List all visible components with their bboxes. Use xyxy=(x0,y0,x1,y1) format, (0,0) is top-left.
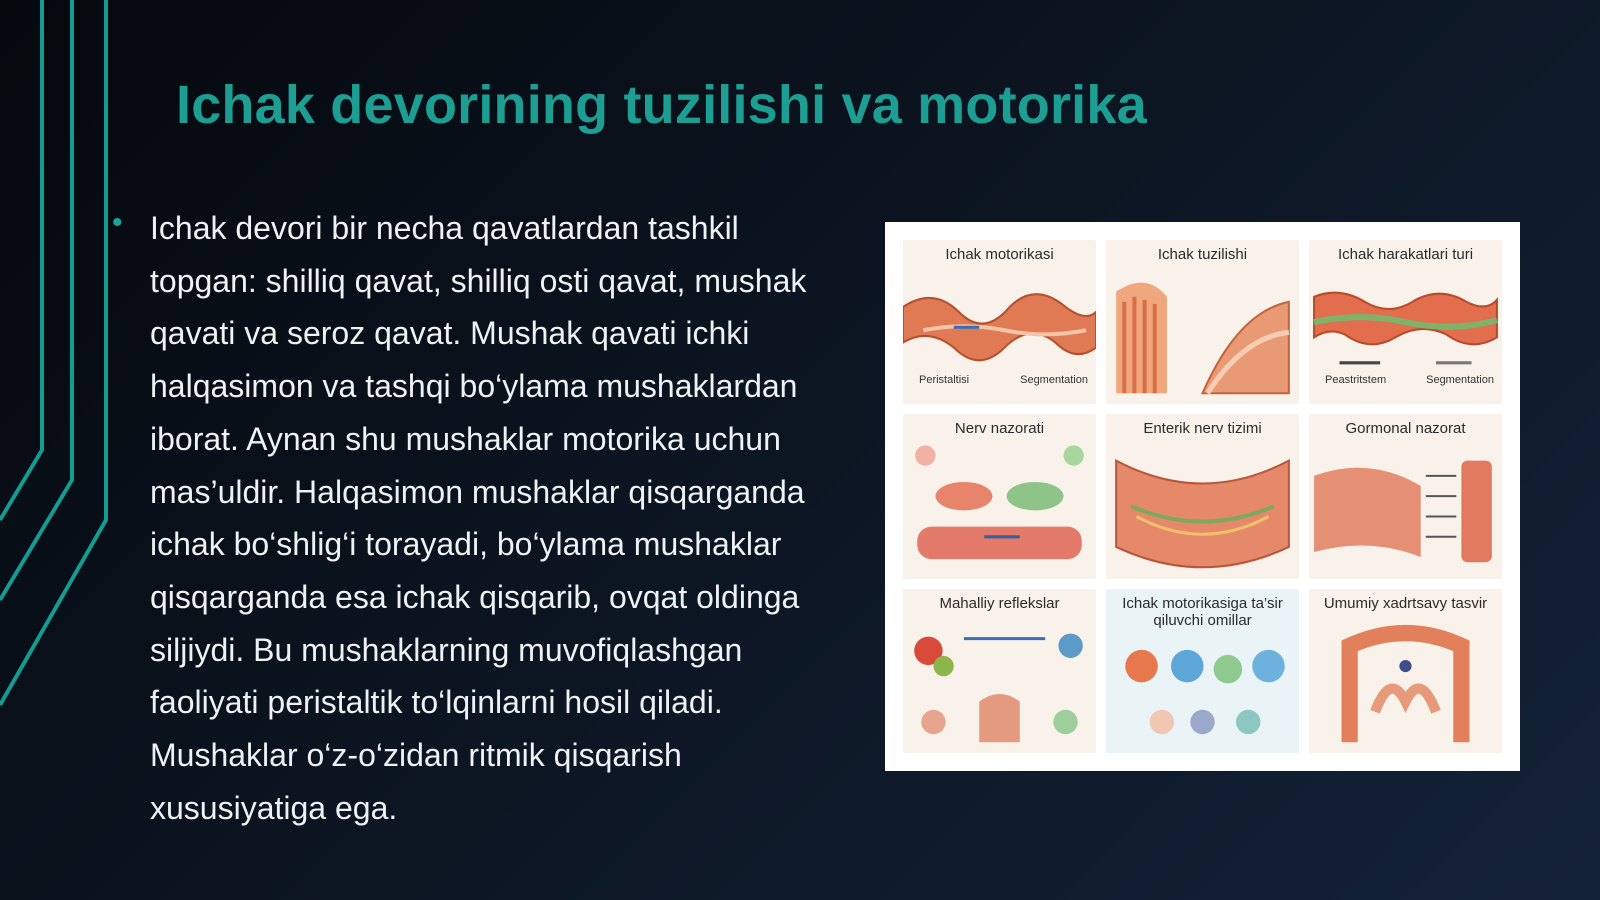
panel-caption-right: Segmentation xyxy=(1020,374,1088,387)
nerve-control-illustration xyxy=(903,414,1096,578)
panel-gormonal-nazorat xyxy=(1309,414,1502,578)
slide-content xyxy=(112,202,832,834)
slide-body-text: Ichak devori bir necha qavatlardan tashkil topgan: shilliq qavat, shilliq osti qavat, mushak qavati va seroz qavat. Mushak qavati ichki halqasimon va tashqi bo‘ylama mushaklardan iborat. Aynan shu mushaklar motorika uchun mas’uldir. Halqasimon mushaklar qisqarganda ichak bo‘shlig‘i torayadi, bo‘ylama mushaklar qisqarganda esa ichak qisqarib, ovqat oldinga siljiydi. Bu mushaklarning muvofiqlashgan faoliyati peristaltik to‘lqinlarni hosil qiladi. Mushaklar o‘z-o‘zidan ritmik qisqarish xususiyatiga ega. xyxy=(150,210,807,826)
panel-title: Gormonal nazorat xyxy=(1345,420,1466,438)
bullet-icon: • xyxy=(112,206,123,239)
panel-title: Ichak tuzilishi xyxy=(1157,246,1248,263)
panel-title: Ichak motorikasi xyxy=(945,246,1054,263)
decorative-lines xyxy=(0,0,130,900)
panel-title: Mahalliy reflekslar xyxy=(939,594,1060,612)
slide-title: Ichak devorining tuzilishi va motorika xyxy=(176,75,1147,135)
panel-ichak-motorikasi xyxy=(903,240,1096,404)
wall-layers-illustration xyxy=(1106,240,1299,404)
panel-caption-left: Peristaltisi xyxy=(919,374,970,387)
panel-title: Nerv nazorati xyxy=(954,420,1045,438)
panel-mahalliy-reflekslar xyxy=(903,589,1096,753)
enteric-nervous-system-illustration xyxy=(1106,414,1299,578)
panel-caption-right: Segmentation xyxy=(1426,374,1494,387)
panel-ichak-harakatlari-turi xyxy=(1309,240,1502,404)
infographic-image xyxy=(885,222,1520,771)
panel-nerv-nazorati xyxy=(903,414,1096,578)
panel-caption-left: Peastritstem xyxy=(1325,374,1387,387)
panel-ichak-tuzilishi xyxy=(1106,240,1299,404)
panel-title: Ichak harakatlari turi xyxy=(1337,246,1474,263)
panel-enterik-nerv-tizimi xyxy=(1106,414,1299,578)
panel-title: Enterik nerv tizimi xyxy=(1143,420,1262,438)
panel-omillar xyxy=(1106,589,1299,753)
hormonal-control-illustration xyxy=(1309,414,1502,578)
panel-title: Umumiy xadrtsavy tasvir xyxy=(1323,594,1488,612)
panel-title: Ichak motorikasiga ta’sir qiluvchi omillar xyxy=(1122,594,1283,629)
panel-umumiy-tasvir xyxy=(1309,589,1502,753)
factors-illustration xyxy=(1106,589,1299,753)
overview-illustration xyxy=(1309,589,1502,753)
local-reflexes-illustration xyxy=(903,589,1096,753)
